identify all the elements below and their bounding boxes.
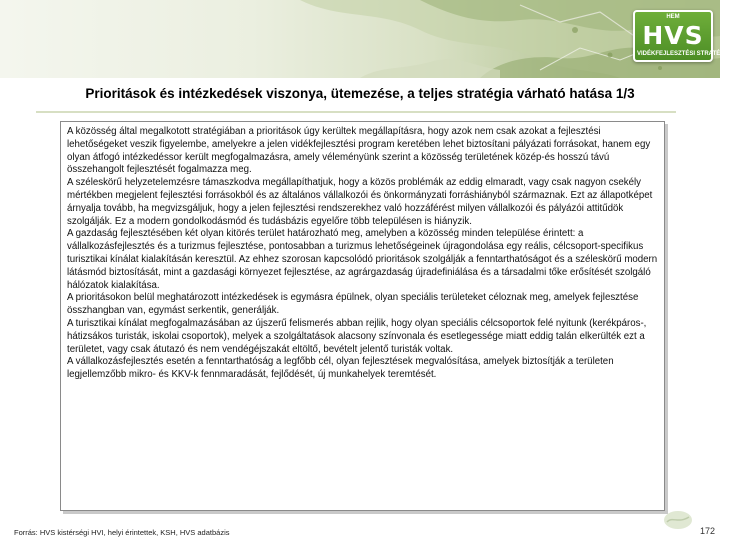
logo-small-text: HEM <box>666 14 680 20</box>
paragraph-2: A széleskörű helyzetelemzésre támaszkodva megállapíthatjuk, hogy a közös problémák az eddig elmaradt, vagy csak nagyon csekély mértékben megjelent fejlesztési forrásokból és az általános vállalkozói és önkormányzati forráshiányból származnak. Ezt az állapotképet árnyalja tovább, ha megvizsgáljuk, hogy a jelen fejlesztési rendszerekhez való hozzáférést milyen vállalkozói és pályázói attitűdök szolgálják. Ez a modern gondolkodásmód és tudásbázis egyelőre több településen is hiányzik. <box>67 177 653 227</box>
header-banner <box>0 0 731 78</box>
source-note: Forrás: HVS kistérségi HVI, helyi érintettek, KSH, HVS adatbázis <box>14 528 230 537</box>
paragraph-3: A gazdaság fejlesztésében két olyan kitörés terület határozható meg, amelyben a közösség minden települése érintett: a vállalkozásfejlesztés és a turizmus fejlesztése, pontosabban a turizmus lehetőségeinek újragondolása egy reális, célcsoport-specifikus turisztikai kínálat kialakításán keresztül. Az ehhez szorosan kapcsolódó prioritások szolgálják a fenntarthatóságot és a széleskörű modern látásmód biztosítását, mint a gazdasági környezet fejlesztése, az agrárgazdaság újradefiniálása és a társadalmi tőke erősítését szolgáló hálózatok kialakítása. <box>67 228 658 291</box>
footer-logo-icon <box>663 509 693 531</box>
logo-sub-text: VIDÉKFEJLESZTÉSI STRATÉGIA <box>637 51 731 57</box>
content-box <box>60 121 665 511</box>
page-title: Prioritások és intézkedések viszonya, ütemezése, a teljes stratégia várható hatása 1/3 <box>85 86 635 101</box>
logo-main-text: HVS <box>642 21 704 50</box>
paragraph-6: A vállalkozásfejlesztés esetén a fenntarthatóság a legfőbb cél, olyan fejlesztések megvalósítása, amelyek biztosítják a területen legjellemzőbb mikro- és KKV-k fennmaradását, fejlődését, új munkahelyek teremtését. <box>67 356 614 381</box>
paragraph-1: A közösség által megalkotott stratégiában a prioritások úgy kerültek megállapításra, hogy azok nem csak azokat a fejlesztési lehetőségeket veszik figyelembe, amelyekre a jelen vidékfejlesztési program keretében lehet biztosítani pályázati forrásokat, hanem egy olyan átfogó intézkedéssor került megfogalmazásra, amely véleményünk szerint a közösség területének közép-és hosszú távú összehangolt fejlesztését fogalmazza meg. <box>67 126 651 176</box>
paragraph-4: A prioritásokon belül meghatározott intézkedések is egymásra épülnek, olyan speciális területeket céloznak meg, amelyek fejlesztése összhangban van, egymást serkentik, generálják. <box>67 292 639 317</box>
hvs-logo <box>633 10 731 62</box>
map-background-decoration <box>0 0 731 78</box>
page-number: 172 <box>700 526 716 536</box>
paragraph-5: A turisztikai kínálat megfogalmazásában az újszerű felismerés abban rejlik, hogy olyan speciális célcsoportok felé nyitunk (kerékpáros-, hátizsákos turisták, iskolai csoportok), melyek a szolgáltatások alacsony színvonala és esetlegessége miatt eddig talán elkerülték ezt a területet, vagy csak átutazó és nem vendégéjszakát eltöltő, bevételt jelentő turisták voltak. <box>67 317 647 355</box>
title-divider <box>36 111 676 113</box>
